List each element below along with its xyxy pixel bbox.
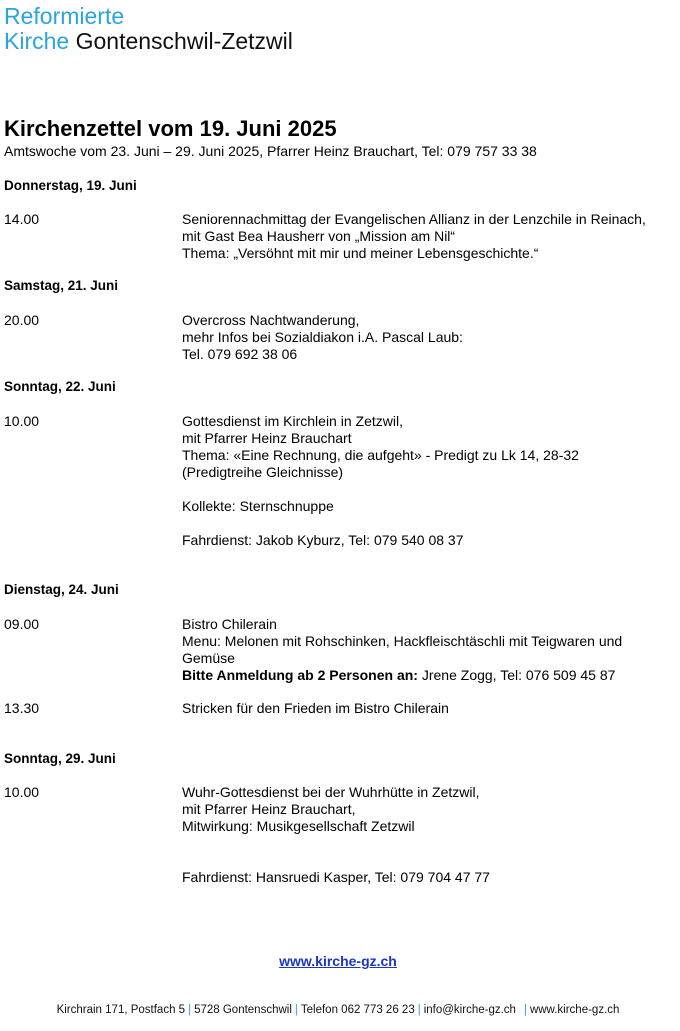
page-subtitle: Amtswoche vom 23. Juni – 29. Juni 2025, Pfarrer Heinz Brauchart, Tel: 079 757 33 38 [4,143,537,159]
page-title: Kirchenzettel vom 19. Juni 2025 [4,116,337,141]
footer-phone: Telefon 062 773 26 23 [300,1004,415,1016]
church-logo [4,4,293,54]
event-registration [182,667,677,684]
registration-label: Bitte Anmeldung ab 2 Personen an: [182,667,418,683]
website-link-text[interactable]: www.kirche-gz.ch [279,953,397,969]
day-heading: Sonntag, 29. Juni [4,751,116,766]
event-description [182,869,677,886]
day-heading: Dienstag, 24. Juni [4,582,119,597]
event-line: Wuhr-Gottesdienst bei der Wuhrhütte in Zetzwil, [182,784,480,800]
event-description [182,616,677,684]
footer-separator: | [294,1004,298,1016]
event-line: Seniorennachmittag der Evangelischen Allianz in der Lenzchile in Reinach, [182,211,646,227]
day-heading: Donnerstag, 19. Juni [4,178,137,193]
event-description [182,700,677,717]
logo-parish-name: Gontenschwil-Zetzwil [69,28,293,54]
event-description [182,211,677,262]
event-transport: Fahrdienst: Hansruedi Kasper, Tel: 079 704 47 77 [182,869,490,885]
footer-email[interactable]: info@kirche-gz.ch [423,1004,516,1016]
logo-line-2 [4,29,293,54]
event-line: mit Pfarrer Heinz Brauchart [182,430,352,446]
footer-website[interactable]: www.kirche-gz.ch [529,1004,620,1016]
event-description [182,413,677,549]
logo-line-1: Reformierte [4,3,125,29]
event-line: Tel. 079 692 38 06 [182,346,298,362]
event-time: 13.30 [4,700,40,716]
event-time: 14.00 [4,211,40,227]
event-time: 10.00 [4,413,40,429]
event-description [182,312,677,363]
event-line: Mitwirkung: Musikgesellschaft Zetzwil [182,818,415,834]
footer-separator: | [188,1004,192,1016]
event-time: 09.00 [4,616,40,632]
event-line: Stricken für den Frieden im Bistro Chilerain [182,700,449,716]
event-line: mehr Infos bei Sozialdiakon i.A. Pascal Laub: [182,329,463,345]
event-time: 10.00 [4,784,40,800]
website-link[interactable] [0,953,676,969]
logo-accent-word: Kirche [4,28,70,54]
event-line: Gottesdienst im Kirchlein in Zetzwil, [182,413,403,429]
event-description [182,784,677,835]
footer [0,1004,676,1016]
day-heading: Sonntag, 22. Juni [4,379,116,394]
event-line: Menu: Melonen mit Rohschinken, Hackfleischtäschli mit Teigwaren und [182,633,623,649]
event-line: Gemüse [182,650,235,666]
footer-separator: | [523,1004,527,1016]
day-heading: Samstag, 21. Juni [4,278,119,293]
event-line: Thema: «Eine Rechnung, die aufgeht» - Predigt zu Lk 14, 28-32 [182,447,579,463]
footer-separator: | [417,1004,421,1016]
event-line: Overcross Nachtwanderung, [182,312,360,328]
footer-place: 5728 Gontenschwil [194,1004,292,1016]
event-transport: Fahrdienst: Jakob Kyburz, Tel: 079 540 08 37 [182,532,464,548]
footer-address: Kirchrain 171, Postfach 5 [56,1004,186,1016]
event-line: mit Gast Bea Hausherr von „Mission am Nil“ [182,228,456,244]
event-collection: Kollekte: Sternschnuppe [182,498,334,514]
event-time: 20.00 [4,312,40,328]
event-line: Bistro Chilerain [182,616,277,632]
event-line: (Predigtreihe Gleichnisse) [182,464,344,480]
event-line: Thema: „Versöhnt mit mir und meiner Lebensgeschichte.“ [182,245,539,261]
registration-contact: Jrene Zogg, Tel: 076 509 45 87 [417,667,616,683]
event-line: mit Pfarrer Heinz Brauchart, [182,801,356,817]
